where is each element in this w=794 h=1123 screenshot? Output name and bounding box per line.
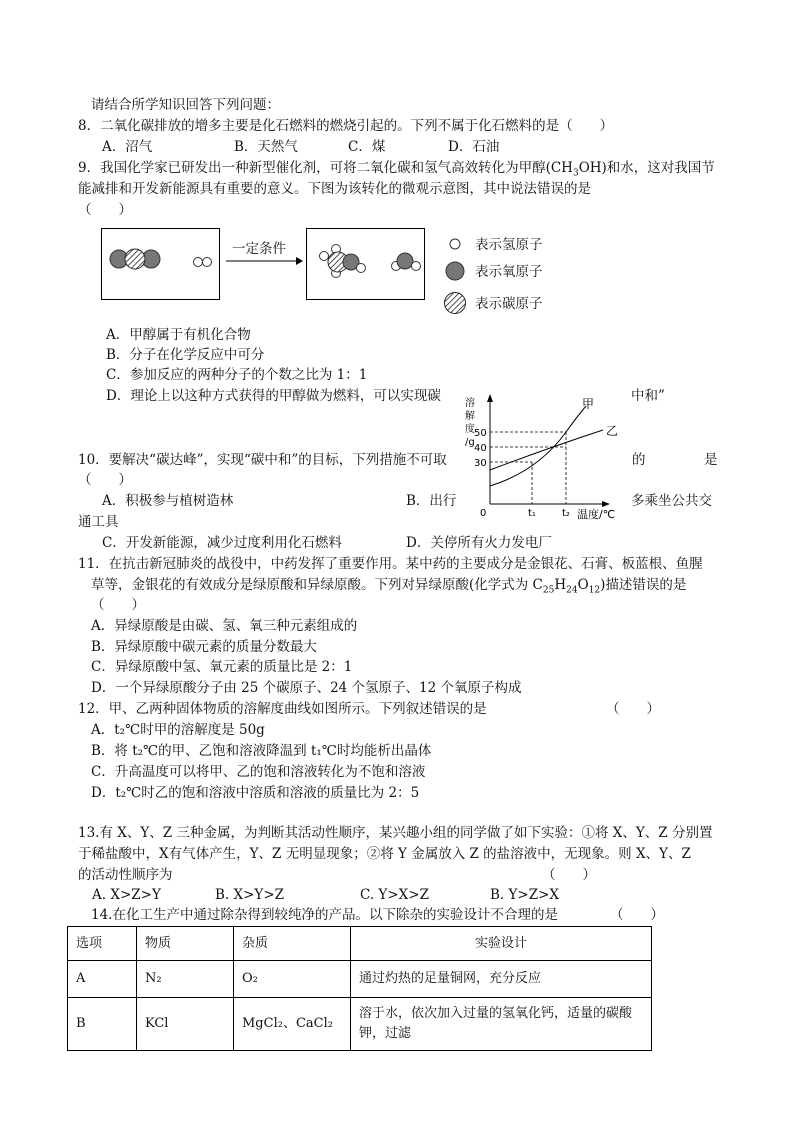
graph-ytick-30: 30	[474, 458, 487, 469]
reaction-arrow-icon	[224, 255, 304, 267]
hydrogen-atom-icon	[450, 239, 460, 249]
row-b-design-line2: 钾，过滤	[359, 1026, 412, 1041]
q10-paren: （ ）	[78, 472, 132, 488]
q11-option-d: D．一个异绿原酸分子由 25 个碳原子、24 个氢原子、12 个氧原子构成	[91, 680, 522, 696]
q12-option-b: B．将 t₂℃的甲、乙饱和溶液降温到 t₁℃时均能析出晶体	[91, 743, 432, 759]
q10-option-b-tail: 多乘坐公共交	[631, 493, 712, 509]
row-b-substance: KCl	[137, 998, 234, 1051]
reactants-box	[101, 228, 220, 300]
legend-symbols	[444, 234, 474, 318]
q8-stem: 8．二氧化碳排放的增多主要是化石燃料的燃烧引起的。下列不属于化石燃料的是（ ）	[78, 118, 614, 134]
q11-stem-line1: 11．在抗击新冠肺炎的战役中，中药发挥了重要作用。某中药的主要成分是金银花、石膏、板蓝根、鱼腥	[78, 556, 703, 572]
reactant-h2-h2	[203, 258, 212, 267]
q9-option-d: D．理论上以这种方式获得的甲醇做为燃料，可以实现碳	[106, 388, 441, 404]
curve-yi	[490, 430, 603, 470]
y-axis-arrow-icon	[487, 394, 493, 402]
q14-table	[67, 926, 652, 1051]
q14-paren: （ ）	[610, 907, 664, 923]
q9-stem-line1: 9．我国化学家已研发出一种新型催化剂，可将二氧化碳和氢气高效转化为甲醇$(CH_3OH)$和水，这对我国节	[78, 160, 715, 179]
q12-option-d: D．t₂℃时乙的饱和溶液中溶质和溶液的质量比为 2：5	[91, 785, 420, 801]
graph-xtick-t2: t₂	[562, 508, 570, 519]
solubility-graph	[458, 386, 618, 526]
q12-stem: 12．甲、乙两种固体物质的溶解度曲线如图所示。下列叙述错误的是	[78, 701, 487, 717]
table-row	[68, 961, 652, 998]
table-row	[68, 998, 652, 1051]
q13-stem-line1: 13.有 X、Y、Z 三种金属，为判断其活动性顺序，某兴趣小组的同学做了如下实验：①将 X、Y、Z 分别置	[78, 825, 713, 841]
graph-origin: 0	[480, 508, 487, 519]
q10-option-b-line2: 通工具	[78, 514, 119, 530]
q13-stem-line3: 的活动性顺序为	[78, 867, 173, 883]
q13-stem-line2: 于稀盐酸中，X有气体产生，Y、Z 无明显现象；②将 Y 金属放入 Z 的盐溶液中，无现象。则 X、Y、Z	[78, 846, 691, 862]
q8-option-c: C．煤	[348, 139, 386, 155]
q13-paren: （ ）	[542, 867, 596, 883]
x-axis-arrow-icon	[602, 501, 610, 507]
q12-paren: （ ）	[606, 701, 660, 717]
q10-option-b: B．出行	[406, 493, 457, 509]
q11-option-b: B．异绿原酸中碳元素的质量分数最大	[91, 639, 317, 655]
row-a-impurity: O₂	[234, 961, 351, 998]
q13-option-d: B. Y>Z>X	[490, 887, 560, 903]
q9-option-b: B．分子在化学反应中可分	[106, 347, 265, 363]
row-b-option: B	[68, 998, 137, 1051]
graph-ylabel-3: 度	[465, 424, 475, 435]
q10-option-c: C．开发新能源，减少过度利用化石燃料	[102, 535, 342, 551]
q9-option-c: C．参加反应的两种分子的个数之比为 1：1	[106, 367, 368, 383]
legend-carbon: 表示碳原子	[475, 296, 543, 312]
product-molecules	[307, 229, 424, 299]
q10-stem-tail-2: 是	[704, 452, 718, 468]
q9-stem-line3: （ ）	[78, 202, 132, 218]
product-water-oxygen	[397, 253, 413, 269]
q11-stem-line2: 草等，金银花的有效成分是绿原酸和异绿原酸。下列对异绿原酸(化学式为 $C_{25}H_{24}O_{12}$)描述错误的是	[91, 577, 687, 596]
q13-option-c: C. Y>X>Z	[360, 887, 429, 903]
products-box	[306, 228, 425, 300]
graph-ytick-40: 40	[474, 443, 487, 454]
reactant-co2-carbon	[125, 249, 145, 269]
legend-oxygen: 表示氧原子	[475, 264, 543, 280]
header-substance: 物质	[137, 927, 234, 961]
graph-xtick-t1: t₁	[528, 508, 536, 519]
graph-xlabel: 温度/℃	[577, 508, 616, 521]
q10-option-d: D．关停所有火力发电厂	[406, 535, 552, 551]
header-design: 实验设计	[351, 927, 652, 961]
curve-jia	[490, 406, 586, 486]
oxygen-atom-icon	[446, 262, 464, 280]
q8-option-a: A．沼气	[102, 139, 153, 155]
q13-option-a: A. X>Z>Y	[92, 887, 161, 903]
q11-option-c: C．异绿原酸中氢、氧元素的质量比是 2：1	[91, 659, 353, 675]
row-a-design: 通过灼热的足量铜网，充分反应	[351, 961, 652, 998]
reactant-molecules	[102, 229, 219, 299]
q8-option-d: D．石油	[448, 139, 500, 155]
product-methanol-h4	[357, 264, 366, 273]
arrow-label: 一定条件	[232, 241, 286, 257]
row-b-impurity: MgCl₂、CaCl₂	[234, 998, 351, 1051]
q11-option-a: A．异绿原酸是由碳、氢、氧三种元素组成的	[91, 618, 358, 634]
legend-hydrogen: 表示氢原子	[475, 237, 543, 253]
q10-stem-tail-1: 的	[632, 452, 646, 468]
row-a-option: A	[68, 961, 137, 998]
row-b-design-line1: 溶于水，依次加入过量的氢氧化钙，适量的碳酸	[359, 1006, 633, 1021]
q10-stem: 10．要解决“碳达峰”，实现“碳中和”的目标，下列措施不可取	[78, 452, 447, 468]
intro-text: 请结合所学知识回答下列问题：	[91, 97, 280, 113]
q11-paren: （ ）	[91, 597, 145, 613]
q14-stem: 14.在化工生产中通过除杂得到较纯净的产品。以下除杂的实验设计不合理的是	[91, 907, 558, 923]
graph-ylabel-2: 解	[465, 411, 475, 422]
carbon-atom-icon	[445, 293, 466, 314]
header-option: 选项	[68, 927, 137, 961]
table-header-row	[68, 927, 652, 961]
product-methanol-h1	[320, 252, 329, 261]
q8-option-b: B．天然气	[234, 139, 298, 155]
curve-label-jia: 甲	[582, 397, 595, 411]
graph-ylabel-1: 溶	[465, 398, 475, 409]
row-a-substance: N₂	[137, 961, 234, 998]
reactant-h2-h1	[194, 258, 203, 267]
q9-stem-line2: 能减排和开发新能源具有重要的意义。下图为该转化的微观示意图，其中说法错误的是	[78, 181, 591, 197]
curve-label-yi: 乙	[606, 424, 618, 438]
q10-option-a: A．积极参与植树造林	[102, 493, 234, 509]
q9-option-a: A．甲醇属于有机化合物	[106, 327, 251, 343]
graph-ylabel-4: /g	[465, 437, 475, 448]
header-impurity: 杂质	[234, 927, 351, 961]
product-water-h2	[412, 262, 421, 271]
q13-option-b: B. X>Y>Z	[215, 887, 285, 903]
graph-ytick-50: 50	[474, 428, 487, 439]
q12-option-a: A．t₂℃时甲的溶解度是 50g	[91, 722, 265, 738]
row-b-design	[351, 998, 652, 1051]
q9-option-d-tail: 中和”	[631, 388, 665, 404]
q12-option-c: C．升高温度可以将甲、乙的饱和溶液转化为不饱和溶液	[91, 764, 426, 780]
